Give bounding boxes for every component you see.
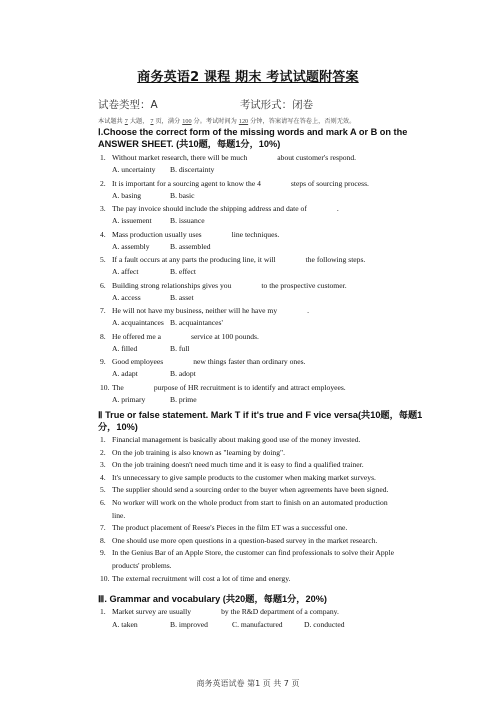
option-b: B. assembled [170,241,211,251]
statement: 5. The supplier should send a sourcing order to the buyer when agreements have been signed. [100,485,389,495]
exam-form: 考试形式：闭卷 [239,99,314,111]
option-a: A. issuement [112,216,152,225]
question-options [112,369,442,379]
option-b: B. effect [170,267,197,276]
option-a: A. assembly [112,241,150,251]
question-options [112,395,442,405]
question: 2. It is important for a sourcing agent to know the 4 steps of sourcing process. [100,178,369,188]
page-footer: 商务英语试卷 第1 页 共 7 页 [196,679,300,688]
option-a: A. affect [112,267,139,276]
question: 8. He offered me a service at 100 pounds. [100,331,259,341]
option-b: B. acquaintances' [170,318,223,327]
option-a: A. filled [112,343,138,353]
question: 1. Market survey are usually by the R&D department of a company. [100,607,339,616]
question-options [112,165,442,175]
section2-heading: Ⅱ True or false statement. Mark T if it's true and F vice versa(共10题，每题1 分，10%) [98,410,423,432]
option-b: B. basic [170,190,195,200]
statement: 1. Financial management is basically about making good use of the money invested. [100,435,361,444]
section3-heading: Ⅲ. Grammar and vocabulary (共20题，每题1分，20%) [98,594,327,604]
exam-meta [98,97,418,112]
statement: 3. On the job training doesn't need much time and it is easy to find a qualified trainer. [100,460,364,470]
option-a: A. primary [112,394,146,404]
option-b: B. issuance [170,216,205,225]
option-a: A. acquaintances [112,318,164,327]
question-options [112,267,442,277]
statement: 7. The product placement of Reese's Pieces in the film ET was a successful one. [100,523,348,533]
option-b: B. prime [170,394,197,404]
question: 6. Building strong relationships gives you to the prospective customer. [100,280,347,290]
option-a: A. basing [112,190,142,200]
exam-notice: 本试题共 7 大题， 7 页，满分 100 分。考试时间为 120 分钟，答案请写在答卷上，否则无效。 [98,118,356,125]
question-options: A. taken B. improved C. manufactured D. conducted [112,620,345,629]
statement: 8. One should use more open questions in a question-based survey in the market research. [100,535,378,545]
question: 3. The pay invoice should include the shipping address and date of . [100,204,339,213]
question-options [112,216,442,226]
statement: 4. It's unnecessary to give sample products to the customer when making market surveys. [100,472,376,482]
question-options [112,344,442,354]
statement: 10. The external recruitment will cost a lot of time and energy. [100,573,291,583]
question-options [112,318,442,328]
question: 7. He will not have my business, neither will he have my . [100,306,310,315]
statement: 9. In the Genius Bar of an Apple Store, the customer can find professionals to solve their Apple [100,548,394,558]
section1-heading: Ⅰ.Choose the correct form of the missing words and mark A or B on the ANSWER SHEET. (共10题，每题1分，10%) [98,127,408,149]
question: 9. Good employees new things faster than ordinary ones. [100,357,306,366]
question: 10. The purpose of HR recruitment is to identify and attract employees. [100,382,346,392]
statement: line. [112,510,126,520]
question: 1. Without market research, there will be much about customer's respond. [100,153,357,162]
option-b: B. asset [170,292,194,302]
option-a: A. access [112,292,141,302]
statement: 6. No worker will work on the whole product from start to finish on an automated production [100,498,388,507]
option-a: A. adapt [112,369,138,378]
page-title: 商务英语2 课程 期末 考试试题附答案 [137,70,359,85]
option-a: A. uncertainty [112,165,156,174]
statement: 2. On the job training is also known as "learning by doing". [100,447,286,457]
option-b: B. full [170,343,190,353]
question-options [112,242,442,252]
option-b: B. adopt [170,369,196,378]
paper-type: 试卷类型：A [98,99,158,111]
option-b: B. discertainty [170,165,215,174]
question-options [112,293,442,303]
statement: products' problems. [112,561,172,570]
question: 5. If a fault occurs at any parts the producing line, it will the following steps. [100,255,366,264]
question: 4. Mass production usually uses line techniques. [100,229,280,239]
question-options [112,191,442,201]
